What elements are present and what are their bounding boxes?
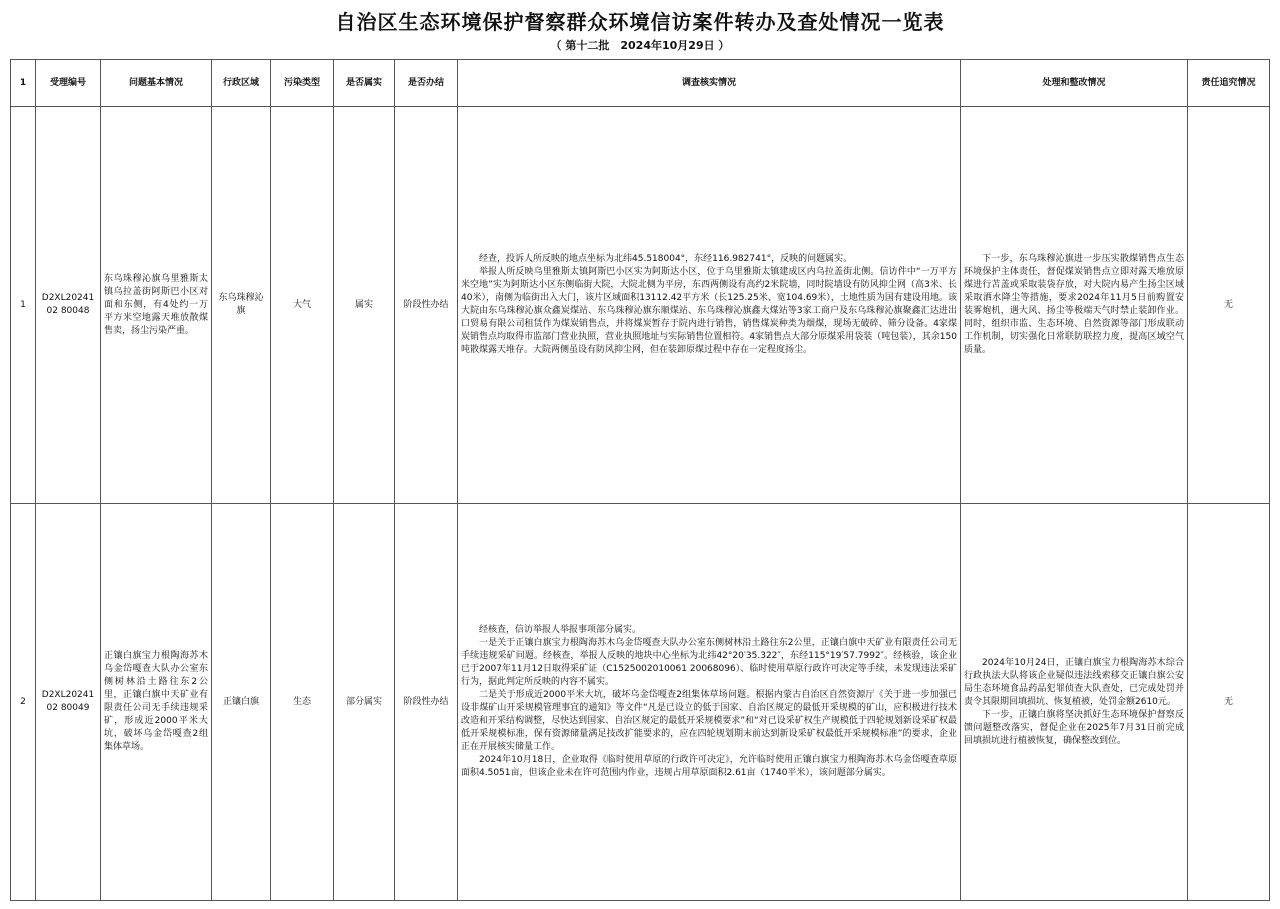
- handling-paragraph: 下一步，正镶白旗将坚决抓好生态环境保护督察反馈问题整改落实，督促企业在2025年7月31日前完成回填损坑进行植被恢复，确保整改到位。: [964, 709, 1184, 746]
- investigation-paragraph: 一是关于正镶白旗宝力根陶海苏木乌金岱嘎查大队办公室东侧树林沿土路往东2公里，正镶白旗中天矿业有限责任公司无手续违规采矿问题。经核查，举报人反映的地块中心坐标为北纬42°20′35.322″，东经115°19′57.7992″。经核验，该企业已于2007年11月12日取得采矿证（C1525002010061 20068096）、临时使用草原行政许可决定等手续，未发现违法采矿行为，据此判定所反映的内容不属实。: [461, 638, 957, 687]
- investigation-paragraph: 举报人所反映乌里雅斯太镇阿斯巴小区实为阿斯达小区，位于乌里雅斯太镇建成区内乌拉盖街北侧。信访件中“一万平方米空地”实为阿斯达小区东侧临街大院，大院北侧为平房，东西两侧设有高约2米院墙，同时院墙设有防风抑尘网（高3米、长40米），南侧为临街出入大门，该片区域面积13112.42平方米（长125.25米、宽104.69米），土地性质为国有建设用地。该大院由东乌珠穆沁旗众鑫炭煤站、东乌珠穆沁旗东顺煤站、东乌珠穆沁旗鑫大煤站等3家工商户及东乌珠穆沁旗聚鑫汇达进出口贸易有限公司租赁作为煤炭销售点，并将煤炭暂存于院内进行销售，销售煤炭种类为烟煤，现场无破碎、筛分设备。4家煤炭销售点均取得市监部门营业执照，营业执照地址与实际销售位置相符。4家销售点大部分原煤采用袋装（吨包装），其余150吨散煤露天堆存。大院两侧虽设有防风抑尘网，但在装卸原煤过程中存在一定程度扬尘。: [461, 267, 957, 355]
- header-status: 是否办结: [395, 60, 458, 107]
- handling-paragraph: 2024年10月24日，正镶白旗宝力根陶海苏木综合行政执法大队将该企业疑似违法线索移交正镶白旗公安局生态环境食品药品犯罪侦查大队查处，已完成处罚并责令其限期回填损坑、恢复植被，处罚金额2610元。: [964, 657, 1184, 707]
- row-status: 阶段性办结: [395, 107, 458, 504]
- header-index: 1: [11, 60, 36, 107]
- row-status: 阶段性办结: [395, 504, 458, 901]
- row-accountability: 无: [1188, 107, 1270, 504]
- table-row: [11, 504, 1270, 901]
- row-case-id: D2XL2024102 80049: [36, 504, 101, 901]
- document-subtitle: （ 第十二批 2024年10月29日 ）: [550, 39, 730, 52]
- table-row: [11, 107, 1270, 504]
- investigation-paragraph: 二是关于形成近2000平米大坑，破坏乌金岱嘎查2组集体草场问题。根据内蒙古自治区自然资源厅《关于进一步加强已设非煤矿山开采规模管理事宜的通知》等文件“凡是已设立的低于国家、自治区规定的最低开采规模的矿山，应积极进行技术改造和开采结构调整，尽快达到国家、自治区规定的最低开采规模要求”和“对已设采矿权生产规模低于四轮规划新设采矿权最低开采规模标准，保有资源储量满足技改扩能要求的，应在四轮规划期末前达到新设采矿权最低开采规模标准”的要求，企业正在开展核实储量工作。: [461, 690, 957, 752]
- row-index: 1: [11, 107, 36, 504]
- header-problem: 问题基本情况: [101, 60, 212, 107]
- header-handling: 处理和整改情况: [961, 60, 1188, 107]
- row-investigation: [458, 107, 961, 504]
- row-verified: 属实: [334, 107, 395, 504]
- header-accountability: 责任追究情况: [1188, 60, 1270, 107]
- row-problem: 东乌珠穆沁旗乌里雅斯太镇乌拉盖街阿斯巴小区对面和东侧，有4处约一万平方米空地露天堆放散煤售卖，扬尘污染严重。: [101, 107, 212, 504]
- table-header-row: [11, 60, 1270, 107]
- row-pollution: 大气: [271, 107, 334, 504]
- investigation-paragraph: 经核查，信访举报人举报事项部分属实。: [479, 625, 642, 635]
- row-pollution: 生态: [271, 504, 334, 901]
- case-table: [10, 59, 1270, 901]
- row-index: 2: [11, 504, 36, 901]
- header-case-id: 受理编号: [36, 60, 101, 107]
- row-handling: [961, 107, 1188, 504]
- row-handling: [961, 504, 1188, 901]
- header-region: 行政区域: [212, 60, 271, 107]
- row-problem: 正镶白旗宝力根陶海苏木乌金岱嘎查大队办公室东侧树林沿土路往东2公里，正镶白旗中天矿业有限责任公司无手续违规采矿，形成近2000平米大坑，破坏乌金岱嘎查2组集体草场。: [101, 504, 212, 901]
- row-verified: 部分属实: [334, 504, 395, 901]
- document-title: 自治区生态环境保护督察群众环境信访案件转办及查处情况一览表: [335, 10, 945, 34]
- row-accountability: 无: [1188, 504, 1270, 901]
- investigation-paragraph: 经查，投诉人所反映的地点坐标为北纬45.518004°，东经116.982741°，反映的问题属实。: [479, 254, 853, 264]
- row-case-id: D2XL2024102 80048: [36, 107, 101, 504]
- row-region: 东乌珠穆沁旗: [212, 107, 271, 504]
- header-pollution: 污染类型: [271, 60, 334, 107]
- investigation-paragraph: 2024年10月18日，企业取得《临时使用草原的行政许可决定》，允许临时使用正镶白旗宝力根陶海苏木乌金岱嘎查草原面积4.5051亩，但该企业未在许可范围内作业，违规占用草原面积2.61亩（1740平米），该问题部分属实。: [461, 755, 957, 778]
- handling-paragraph: 下一步，东乌珠穆沁旗进一步压实散煤销售点生态环境保护主体责任，督促煤炭销售点立即对露天堆放原煤进行苫盖或采取装袋存放，对大院内易产生扬尘区域采取洒水降尘等措施，要求2024年11月5日前购置安装雾炮机，遇大风、扬尘等极端天气时禁止装卸作业。同时，组织市监、生态环境、自然资源等部门形成联动工作机制，切实强化日常联防联控力度，提高区域空气质量。: [964, 254, 1184, 355]
- row-region: 正镶白旗: [212, 504, 271, 901]
- header-verified: 是否属实: [334, 60, 395, 107]
- header-investigation: 调查核实情况: [458, 60, 961, 107]
- row-investigation: [458, 504, 961, 901]
